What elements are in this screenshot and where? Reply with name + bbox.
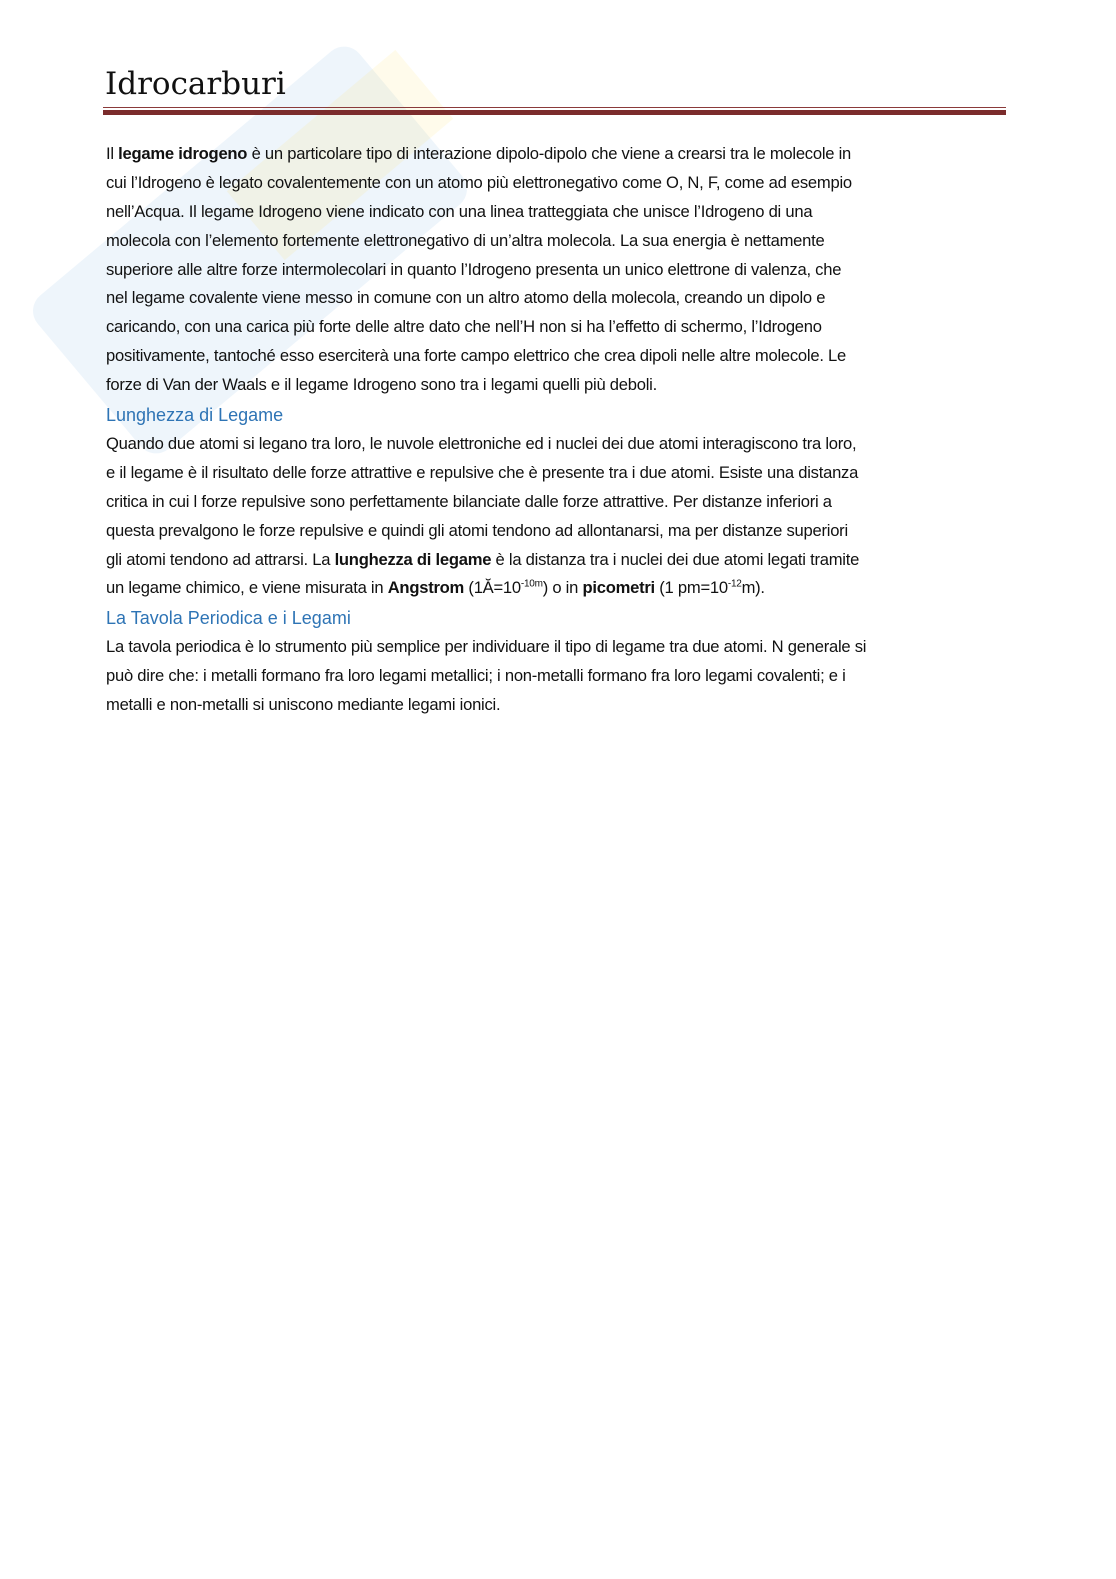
paragraph-line (106, 371, 1016, 400)
text-run: e il legame è il risultato delle forze attrattive e repulsive che è presente tra i due atomi. Esiste una distanza (106, 462, 859, 482)
paragraph-line (106, 546, 1016, 575)
text-run: positivamente, tantoché esso eserciterà una forte campo elettrico che crea dipoli nelle altre molecole. Le (106, 346, 846, 366)
text-run: forze di Van der Waals e il legame Idrogeno sono tra i legami quelli più deboli. (106, 375, 657, 395)
text-run: gli atomi tendono ad attrarsi. La (106, 549, 335, 569)
text-run: è un particolare tipo di interazione dipolo-dipolo che viene a crearsi tra le molecole in (247, 144, 852, 163)
paragraph-line (106, 430, 1016, 459)
bold-term: picometri (582, 578, 655, 598)
text-run: superiore alle altre forze intermolecolari in quanto l’Idrogeno presenta un unico elettrone di valenza, che (106, 259, 842, 279)
text-run: critica in cui l forze repulsive sono perfettamente bilanciate dalle forze attrattive. Per distanze inferiori a (106, 491, 832, 511)
section-heading: Lunghezza di Legame (106, 405, 284, 426)
text-run: La tavola periodica è lo strumento più semplice per individuare il tipo di legame tra due atomi. N generale si (106, 637, 867, 657)
paragraph-line (106, 198, 1016, 227)
title-rule (103, 110, 1006, 115)
text-run: nell’Acqua. Il legame Idrogeno viene indicato con una linea tratteggiata che unisce l’Idrogeno di una (106, 201, 813, 221)
bold-term: lunghezza di legame (334, 549, 492, 569)
paragraph-line (106, 169, 1016, 198)
text-run: un legame chimico, e viene misurata in (106, 578, 388, 598)
paragraph-line (106, 342, 1016, 371)
superscript: -10m (520, 578, 543, 590)
text-run: questa prevalgono le forze repulsive e quindi gli atomi tendono ad allontanarsi, ma per distanze superiori (106, 520, 848, 540)
paragraph-line (106, 313, 1016, 342)
superscript: -12 (727, 578, 742, 590)
section-heading: La Tavola Periodica e i Legami (106, 608, 351, 629)
text-run: metalli e non-metalli si uniscono mediante legami ionici. (106, 695, 501, 715)
paragraph-line (106, 662, 1016, 691)
paragraph-line (106, 256, 1016, 285)
paragraph-line (106, 227, 1016, 256)
text-run: può dire che: i metalli formano fra loro legami metallici; i non-metalli formano fra loro legami covalenti; e i (106, 666, 846, 686)
bold-term: Angstrom (387, 578, 465, 598)
document-body (106, 140, 1016, 720)
page-title: Idrocarburi (105, 66, 286, 102)
text-run: (1Ă=10 (464, 578, 521, 598)
text-run: Il (106, 144, 119, 163)
paragraph-line (106, 517, 1016, 546)
paragraph-line (106, 633, 1016, 662)
bold-term: legame idrogeno (118, 144, 248, 163)
paragraph-line (106, 284, 1016, 313)
paragraph-line (106, 459, 1016, 488)
text-run: m). (741, 578, 765, 598)
paragraph-line (106, 140, 1016, 169)
text-run: (1 pm=10 (654, 578, 728, 598)
paragraph-line (106, 488, 1016, 517)
text-run: ) o in (542, 578, 583, 598)
paragraph-line (106, 691, 1016, 720)
paragraph-line (106, 574, 1016, 603)
text-run: è la distanza tra i nuclei dei due atomi legati tramite (491, 549, 860, 569)
text-run: molecola con l’elemento fortemente elettronegativo di un’altra molecola. La sua energia è nettamente (106, 230, 825, 250)
text-run: Quando due atomi si legano tra loro, le nuvole elettroniche ed i nuclei dei due atomi interagiscono tra loro, (106, 434, 857, 454)
text-run: nel legame covalente viene messo in comune con un altro atomo della molecola, creando un dipolo e (106, 288, 826, 308)
title-rule-thin (103, 107, 1006, 108)
text-run: caricando, con una carica più forte delle altre dato che nell’H non si ha l’effetto di schermo, l’Idrogeno (106, 317, 822, 337)
text-run: cui l’Idrogeno è legato covalentemente con un atomo più elettronegativo come O, N, F, come ad esempio (106, 172, 852, 192)
